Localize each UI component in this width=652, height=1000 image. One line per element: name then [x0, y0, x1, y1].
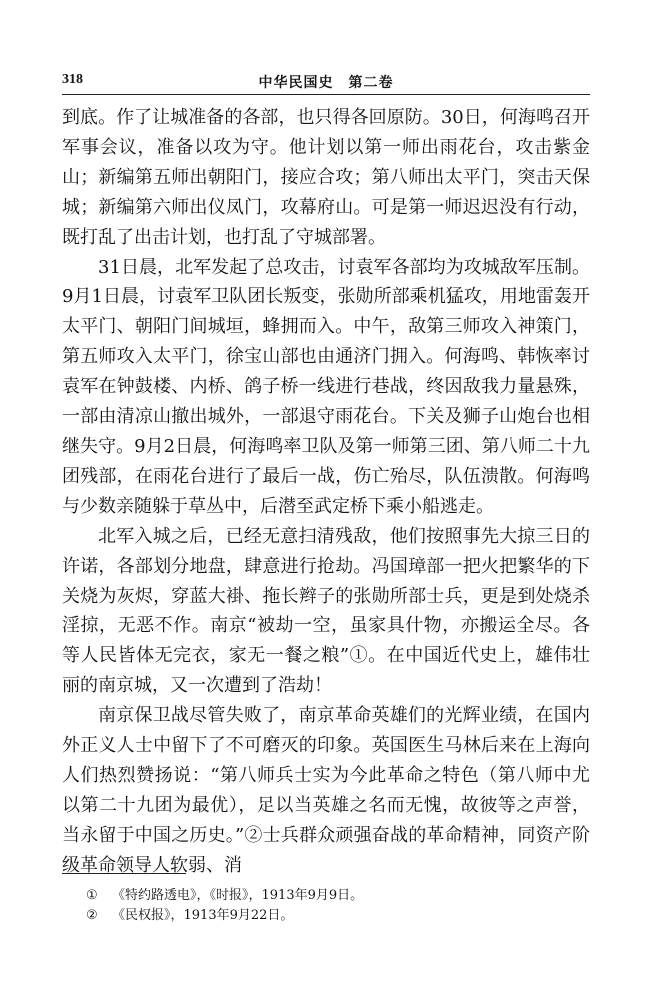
footnote-text: 《特约路透电》，《时报》，1913年9月9日。: [112, 888, 364, 903]
paragraph: 北军入城之后，已经无意扫清残敌，他们按照事先大掠三日的许诺，各部划分地盘，肆意进行抢劫。冯国璋部一把火把繁华的下关烧为灰烬，穿蓝大褂、拖长辫子的张勋所部士兵，更是到处烧杀淫掠，无恶不作。南京“被劫一空，虽家具什物，亦搬运全尽。各等人民皆体无完衣，家无一餐之粮”①。在中国近代史上，雄伟壮丽的南京城，又一次遭到了浩劫！: [62, 525, 590, 697]
running-title: 中华民国史 第二卷: [258, 75, 394, 91]
body-text: [62, 103, 590, 881]
footnotes: [86, 886, 586, 926]
footnote-separator: [62, 873, 186, 874]
page-header: [62, 72, 590, 95]
footnote: [86, 886, 586, 906]
page-number: 318: [62, 72, 83, 87]
paragraph: 南京保卫战尽管失败了，南京革命英雄们的光辉业绩，在国内外正义人士中留下了不可磨灭的印象。英国医生马林后来在上海向人们热烈赞扬说：“第八师兵士实为今此革命之特色（第八师中尤以第二十九团为最优），足以当英雄之名而无愧，故彼等之声誉，当永留于中国之历史。”②士兵群众顽强奋战的革命精神，同资产阶级革命领导人软弱、消: [62, 705, 590, 876]
paragraph: 31日晨，北军发起了总攻击，讨袁军各部均为攻城敌军压制。9月1日晨，讨袁军卫队团长叛变，张勋所部乘机猛攻，用地雷轰开太平门、朝阳门间城垣，蜂拥而入。中午，敌第三师攻入神策门，第五师攻入太平门，徐宝山部也由通济门拥入。何海鸣、韩恢率讨袁军在钟鼓楼、内桥、鸽子桥一线进行巷战，终因敌我力量悬殊，一部由清凉山撤出城外，一部退守雨花台。下关及狮子山炮台也相继失守。9月2日晨，何海鸣率卫队及第一师第三团、第八师二十九团残部，在雨花台进行了最后一战，伤亡殆尽，队伍溃散。何海鸣与少数亲随躲于草丛中，后潜至武定桥下乘小船逃走。: [62, 256, 590, 517]
footnote-mark: ①: [86, 888, 98, 903]
footnote-text: 《民权报》，1913年9月22日。: [112, 908, 294, 923]
footnote: [86, 906, 586, 926]
footnote-mark: ②: [86, 908, 98, 923]
paragraph: 到底。作了让城准备的各部，也只得各回原防。30日，何海鸣召开军事会议，准备以攻为守。他计划以第一师出雨花台，攻击紫金山；新编第五师出朝阳门，接应合攻；第八师出太平门，突击天保城；新编第六师出仪凤门，攻幕府山。可是第一师迟迟没有行动，既打乱了出击计划，也打乱了守城部署。: [62, 107, 590, 248]
